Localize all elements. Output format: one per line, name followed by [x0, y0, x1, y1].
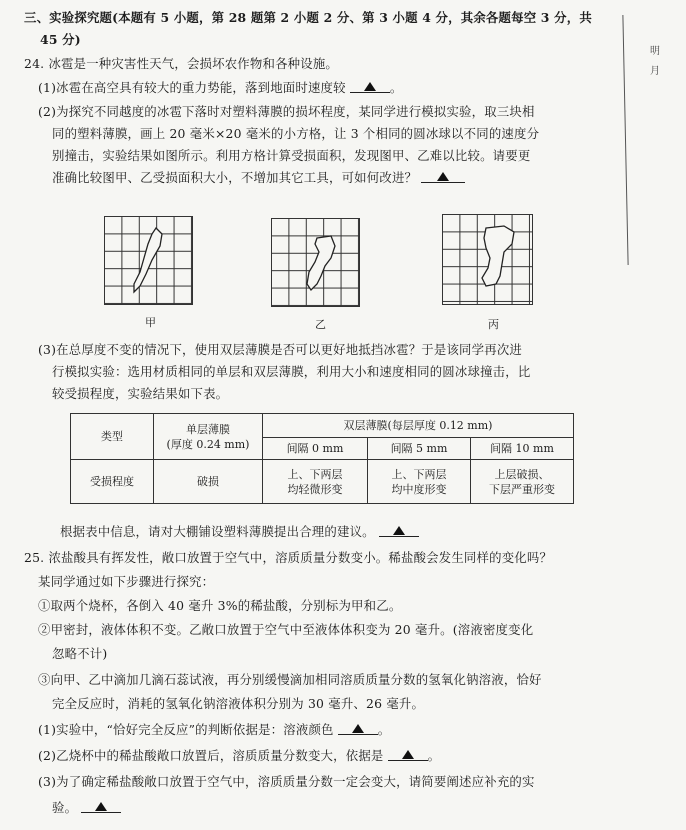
damage-shape-jia — [104, 216, 192, 304]
q25-stem-line1: 25. 浓盐酸具有挥发性，敞口放置于空气中，溶质质量分数变小。稀盐酸会发生同样的变化吗？ — [24, 550, 553, 565]
q25-step3-line1: ③向甲、乙中滴加几滴石蕊试液，再分别缓慢滴加相同溶质质量分数的氢氧化钠溶液，恰好 — [38, 672, 542, 687]
q25-q3-line1: (3)为了确定稀盐酸敞口放置于空气中，溶质质量分数一定会变大，请简要阐述应补充的实 — [38, 774, 535, 789]
q25-stem-line2: 某同学通过如下步骤进行探究： — [38, 574, 215, 589]
q25-step2-line1: ②甲密封，液体体积不变。乙敞口放置于空气中至液体体积变为 20 毫升。(溶液密度变化 — [38, 622, 534, 637]
q25-q2: (2)乙烧杯中的稀盐酸敞口放置后，溶质质量分数变大，依据是 。 — [38, 748, 441, 763]
result-1-line2: 均中度形变 — [391, 482, 447, 496]
figure-label-bing: 丙 — [488, 318, 499, 331]
table-row-label: 受损程度 — [71, 460, 154, 504]
result-0-line1: 上、下两层 — [287, 467, 343, 481]
figure-grid-jia — [104, 216, 193, 305]
triangle-marker-icon — [352, 724, 364, 733]
q24-part3-after — [60, 524, 419, 540]
single-sub: (厚度 0.24 mm) — [166, 437, 250, 451]
damage-shape-bing — [442, 214, 532, 304]
q24-part3-line3: 较受损程度，实验结果如下表。 — [52, 386, 229, 401]
figure-label-jia: 甲 — [145, 316, 156, 329]
q25-q1-text: (1)实验中，“恰好完全反应”的判断依据是：溶液颜色 — [38, 722, 334, 737]
q25-step2-line2: 忽略不计) — [52, 646, 108, 661]
margin-mark-2: 月 — [650, 66, 660, 77]
triangle-marker-icon — [393, 526, 405, 535]
q24-part3-after-text: 根据表中信息，请对大棚铺设塑料薄膜提出合理的建议。 — [60, 524, 375, 539]
q25-q2-text: (2)乙烧杯中的稀盐酸敞口放置后，溶质质量分数变大，依据是 — [38, 748, 384, 763]
table-double-result-0 — [263, 460, 368, 504]
answer-blank-25-2[interactable] — [388, 748, 428, 761]
damage-shape-yi — [271, 218, 359, 306]
q24-part1: (1)冰雹在高空具有较大的重力势能，落到地面时速度较 。 — [38, 80, 403, 95]
figure-grid-bing — [442, 214, 533, 305]
table-header-single — [154, 414, 263, 460]
table-double-result-2 — [471, 460, 574, 504]
q24-part1-text: (1)冰雹在高空具有较大的重力势能，落到地面时速度较 — [38, 80, 346, 95]
margin-binding-line — [622, 15, 628, 265]
table-double-result-1 — [368, 460, 471, 504]
answer-blank-25-3[interactable] — [81, 800, 121, 813]
q25-q1: (1)实验中，“恰好完全反应”的判断依据是：溶液颜色 。 — [38, 722, 391, 737]
q25-step3-line2: 完全反应时，消耗的氢氧化钠溶液体积分别为 30 毫升、26 毫升。 — [52, 696, 425, 711]
figure-grid-yi — [271, 218, 360, 307]
result-1-line1: 上、下两层 — [391, 467, 447, 481]
q25-q3-line2 — [52, 800, 121, 816]
triangle-marker-icon — [437, 172, 449, 181]
results-table — [70, 413, 574, 504]
q24-part2-line1: (2)为探究不同越度的冰雹下落时对塑料薄膜的损坏程度，某同学进行模拟实验，取三块相 — [38, 104, 535, 119]
result-0-line2: 均轻微形变 — [287, 482, 343, 496]
answer-blank-24-3[interactable] — [379, 524, 419, 537]
section-title-line2: 45 分) — [40, 32, 81, 47]
margin-mark-1: 明 — [650, 46, 660, 57]
triangle-marker-icon — [364, 82, 376, 91]
q25-q3-line2-text: 验。 — [52, 800, 78, 815]
q24-part2-line2: 同的塑料薄膜，画上 20 毫米×20 毫米的小方格，让 3 个相同的圆冰球以不同的速度分 — [52, 126, 540, 141]
figure-label-yi: 乙 — [315, 318, 326, 331]
answer-blank-24-1[interactable] — [350, 80, 390, 93]
q24-part3-line1: (3)在总厚度不变的情况下，使用双层薄膜是否可以更好地抵挡冰雹？于是该同学再次进 — [38, 342, 523, 357]
table-single-result: 破损 — [154, 460, 263, 504]
answer-blank-25-1[interactable] — [338, 722, 378, 735]
triangle-marker-icon — [402, 750, 414, 759]
section-title-line1: 三、实验探究题(本题有 5 小题，第 28 题第 2 小题 2 分、第 3 小题 4 分，其余各题每空 3 分，共 — [24, 10, 592, 25]
table-header-double: 双层薄膜(每层厚度 0.12 mm) — [263, 414, 574, 438]
q25-step1: ①取两个烧杯，各倒入 40 毫升 3%的稀盐酸，分别标为甲和乙。 — [38, 598, 402, 613]
table-header-type: 类型 — [71, 414, 154, 460]
table-gap-0: 间隔 0 mm — [263, 438, 368, 460]
table-gap-10: 间隔 10 mm — [471, 438, 574, 460]
table-gap-5: 间隔 5 mm — [368, 438, 471, 460]
q24-part2-line4 — [52, 170, 465, 186]
q24-part2-line3: 别撞击，实验结果如图所示。利用方格计算受损面积，发现图甲、乙难以比较。请要更 — [52, 148, 531, 163]
single-title: 单层薄膜 — [186, 422, 230, 436]
triangle-marker-icon — [95, 802, 107, 811]
q24-stem: 24. 冰雹是一种灾害性天气，会损坏农作物和各种设施。 — [24, 56, 339, 71]
answer-blank-24-2[interactable] — [421, 170, 465, 183]
q24-part3-line2: 行模拟实验：选用材质相同的单层和双层薄膜，利用大小和速度相同的圆冰球撞击，比 — [52, 364, 531, 379]
q24-part2-line4-text: 准确比较图甲、乙受损面积大小，不增加其它工具，可如何改进？ — [52, 170, 418, 185]
result-2-line2: 下层严重形变 — [489, 482, 555, 496]
result-2-line1: 上层破损、 — [494, 467, 550, 481]
